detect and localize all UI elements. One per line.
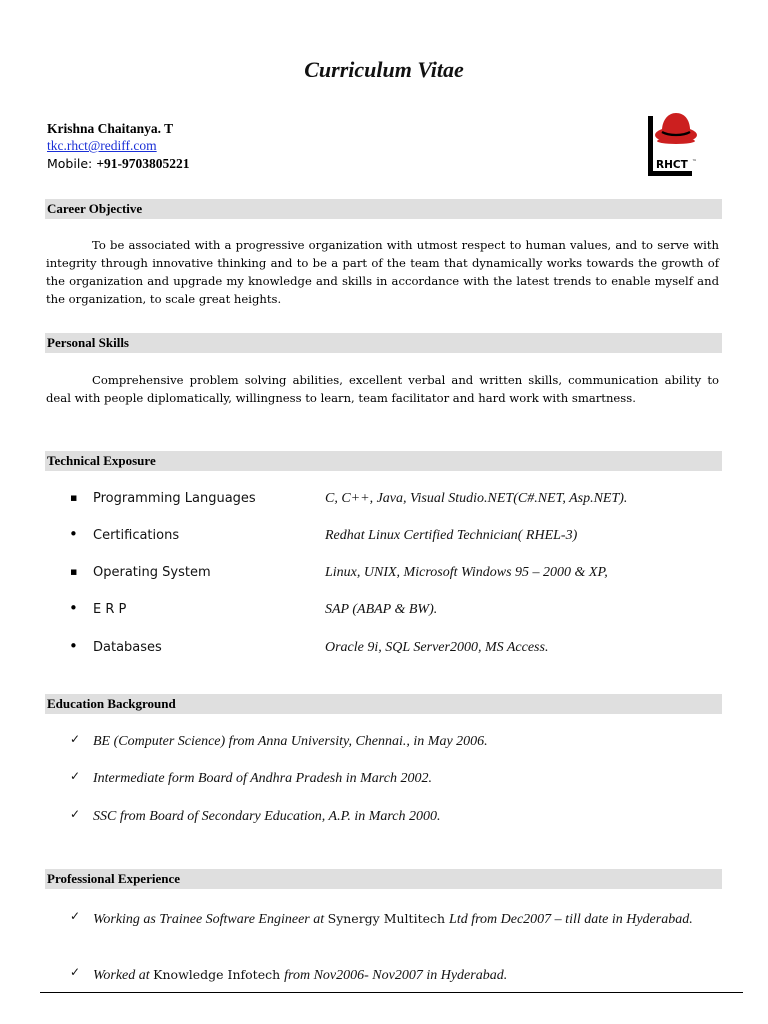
section-header-experience xyxy=(45,869,722,889)
tech-label: Operating System xyxy=(93,565,211,580)
tech-label: E R P xyxy=(93,602,127,617)
section-header-technical xyxy=(45,451,722,471)
section-header-skills xyxy=(45,333,722,353)
mobile-number: +91-9703805221 xyxy=(96,156,190,171)
experience-post: Ltd from Dec2007 – till date in Hyderabad. xyxy=(449,912,693,927)
document-title: Curriculum Vitae xyxy=(304,57,464,82)
section-title-technical: Technical Exposure xyxy=(47,453,156,468)
tech-item xyxy=(0,565,768,585)
section-title-education: Education Background xyxy=(47,696,176,711)
experience-pre: Worked at xyxy=(93,968,154,983)
experience-text xyxy=(93,965,713,985)
footer-rule xyxy=(40,992,743,993)
career-objective-text: To be associated with a progressive organization with utmost respect to human values, and to serve with integrity through innovative thinking and to be a part of the team that dynamically works towards the growth of the organization and upgrade my knowledge and skills in accordance with the latest trends to enable myself and the organization, to scale great heights. xyxy=(46,238,719,306)
square-bullet-icon: ▪ xyxy=(70,491,78,504)
section-title-skills: Personal Skills xyxy=(47,335,129,350)
personal-skills-text: Comprehensive problem solving abilities, excellent verbal and written skills, communication ability to deal with people diplomatically, willingness to learn, team facilitator and hard work with smartness. xyxy=(46,373,719,405)
tech-item xyxy=(0,599,768,622)
tech-label: Programming Languages xyxy=(93,491,256,506)
check-icon: ✓ xyxy=(70,732,81,746)
logo-trademark: ™ xyxy=(692,159,697,165)
tech-item xyxy=(0,525,768,548)
company-name: Knowledge Infotech xyxy=(153,967,285,982)
experience-pre: Working as Trainee Software Engineer at xyxy=(93,912,328,927)
tech-value: Linux, UNIX, Microsoft Windows 95 – 2000 & XP, xyxy=(325,565,608,580)
round-bullet-icon: • xyxy=(69,525,78,543)
section-header-career xyxy=(45,199,722,219)
company-name: Synergy Multitech xyxy=(327,911,450,926)
tech-value: Oracle 9i, SQL Server2000, MS Access. xyxy=(325,640,549,655)
check-icon: ✓ xyxy=(70,965,81,979)
tech-value: C, C++, Java, Visual Studio.NET(C#.NET, Asp.NET). xyxy=(325,491,628,506)
tech-item xyxy=(0,491,768,511)
education-text: BE (Computer Science) from Anna University, Chennai., in May 2006. xyxy=(93,734,488,749)
round-bullet-icon: • xyxy=(69,599,78,617)
section-header-education xyxy=(45,694,722,714)
tech-item xyxy=(0,637,768,660)
square-bullet-icon: ▪ xyxy=(70,565,78,578)
email-link[interactable]: tkc.rhct@rediff.com xyxy=(47,138,157,153)
check-icon: ✓ xyxy=(70,769,81,783)
education-text: Intermediate form Board of Andhra Pradesh in March 2002. xyxy=(93,771,432,786)
section-title-career: Career Objective xyxy=(47,201,143,216)
experience-text xyxy=(93,909,713,929)
tech-label: Databases xyxy=(93,640,162,655)
round-bullet-icon: • xyxy=(69,637,78,655)
redhat-hat-icon xyxy=(655,113,697,144)
contact-block xyxy=(47,120,190,173)
tech-value: SAP (ABAP & BW). xyxy=(325,602,438,617)
experience-post: from Nov2006- Nov2007 in Hyderabad. xyxy=(284,968,508,983)
rhct-logo xyxy=(645,110,703,178)
candidate-name: Krishna Chaitanya. T xyxy=(47,121,174,136)
check-icon: ✓ xyxy=(70,909,81,923)
mobile-label: Mobile: xyxy=(47,156,93,171)
logo-text: RHCT xyxy=(656,159,688,171)
check-icon: ✓ xyxy=(70,807,81,821)
section-title-experience: Professional Experience xyxy=(47,871,180,886)
education-text: SSC from Board of Secondary Education, A.P. in March 2000. xyxy=(93,809,441,824)
tech-value: Redhat Linux Certified Technician( RHEL-3) xyxy=(325,528,578,543)
tech-label: Certifications xyxy=(93,528,180,543)
